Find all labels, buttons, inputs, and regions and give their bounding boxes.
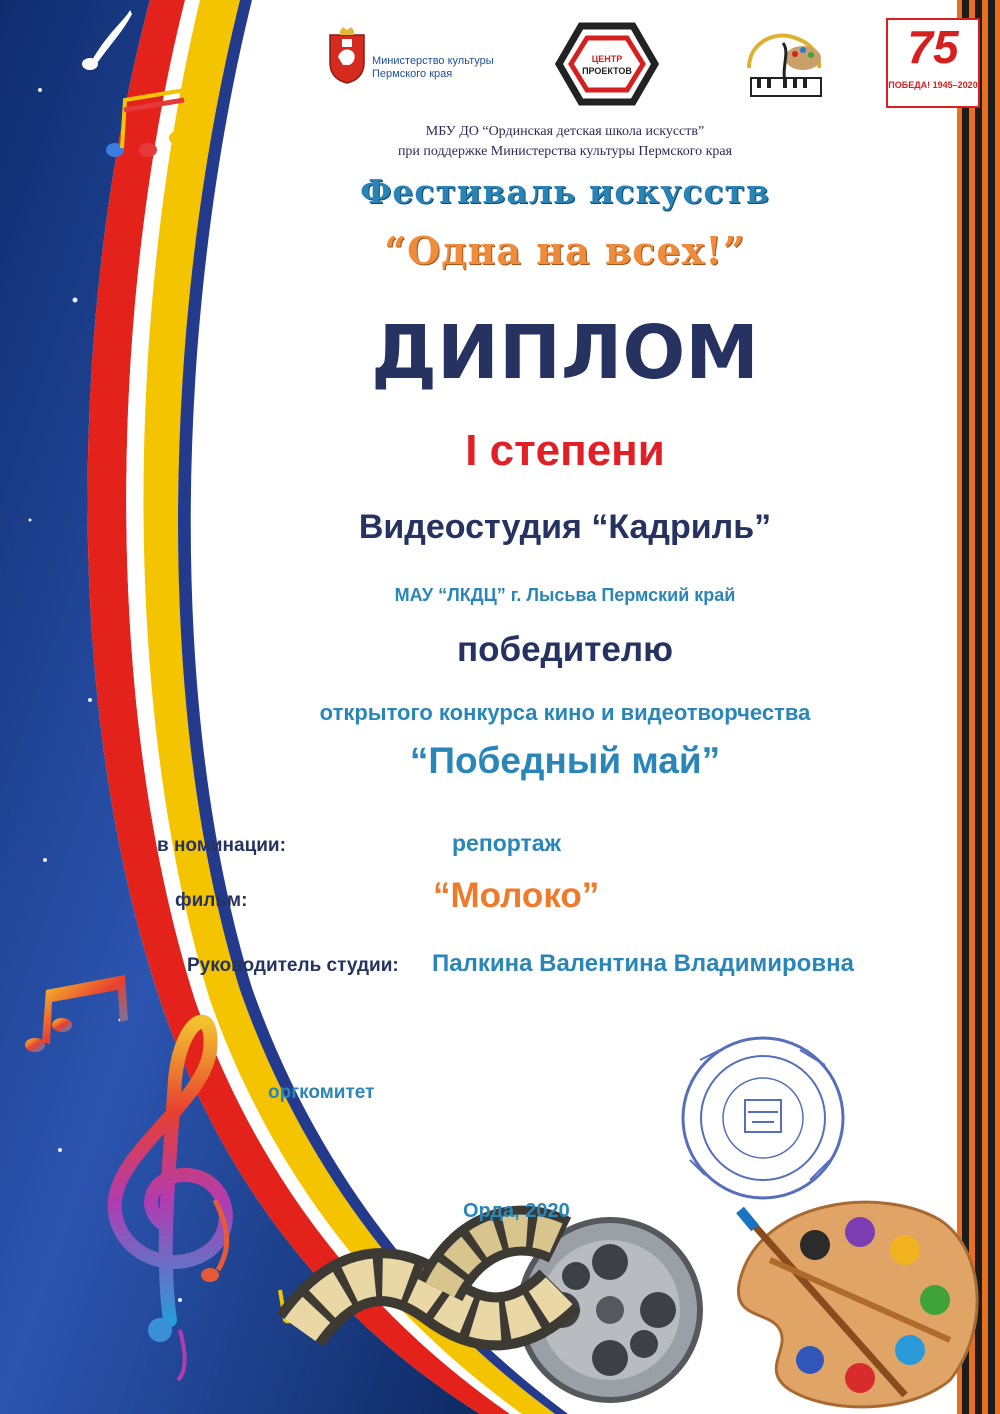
nomination-label: в номинации: [157,835,286,856]
place-date: Орда, 2020 [463,1200,570,1222]
ministry-logo-line2: Пермского края [372,68,453,80]
official-stamp [683,1038,843,1198]
studio-head-label: Руководитель студии: [187,955,399,976]
recipient-name: Видеостудия “Кадриль” [358,508,772,546]
diploma-degree: I степени [465,426,665,475]
film-label: фильм: [175,890,248,911]
contest-name: “Победный май” [409,740,721,781]
svg-text:ЦЕНТР: ЦЕНТР [591,54,623,64]
paint-palette [738,1202,977,1407]
organizer-line2: при поддержке Министерства культуры Пермского края [397,144,733,159]
victory-75-logo [886,18,980,108]
orgcommittee-label: оргкомитет [268,1082,375,1103]
nomination-value: репортаж [452,830,561,856]
recipient-organization: МАУ “ЛКДЦ” г. Лысьва Пермский край [394,585,736,605]
winner-label: победителю [456,630,674,669]
studio-head-name: Палкина Валентина Владимировна [432,950,854,977]
film-title: “Молоко” [433,876,600,915]
organizer-text [130,122,1000,162]
festival-title: Фестиваль искусств [360,172,770,211]
ministry-logo-text [372,55,494,81]
perm-coat-of-arms-icon [326,25,368,85]
organizer-line1: МБУ ДО “Ординская детская школа искусств” [425,124,705,139]
svg-text:ПРОЕКТОВ: ПРОЕКТОВ [582,66,632,76]
projects-center-logo-icon [555,22,659,106]
victory-logo-text: ПОБЕДА! 1945–2020 [888,80,978,90]
ministry-logo-line1: Министерство культуры [372,55,494,67]
festival-name: “Одна на всех!” [384,228,746,273]
art-school-logo-icon [743,28,827,104]
diploma-title: ДИПЛОМ [371,310,759,396]
victory-75-number: 75 [907,21,959,73]
contest-description: открытого конкурса кино и видеотворчества [319,700,811,725]
